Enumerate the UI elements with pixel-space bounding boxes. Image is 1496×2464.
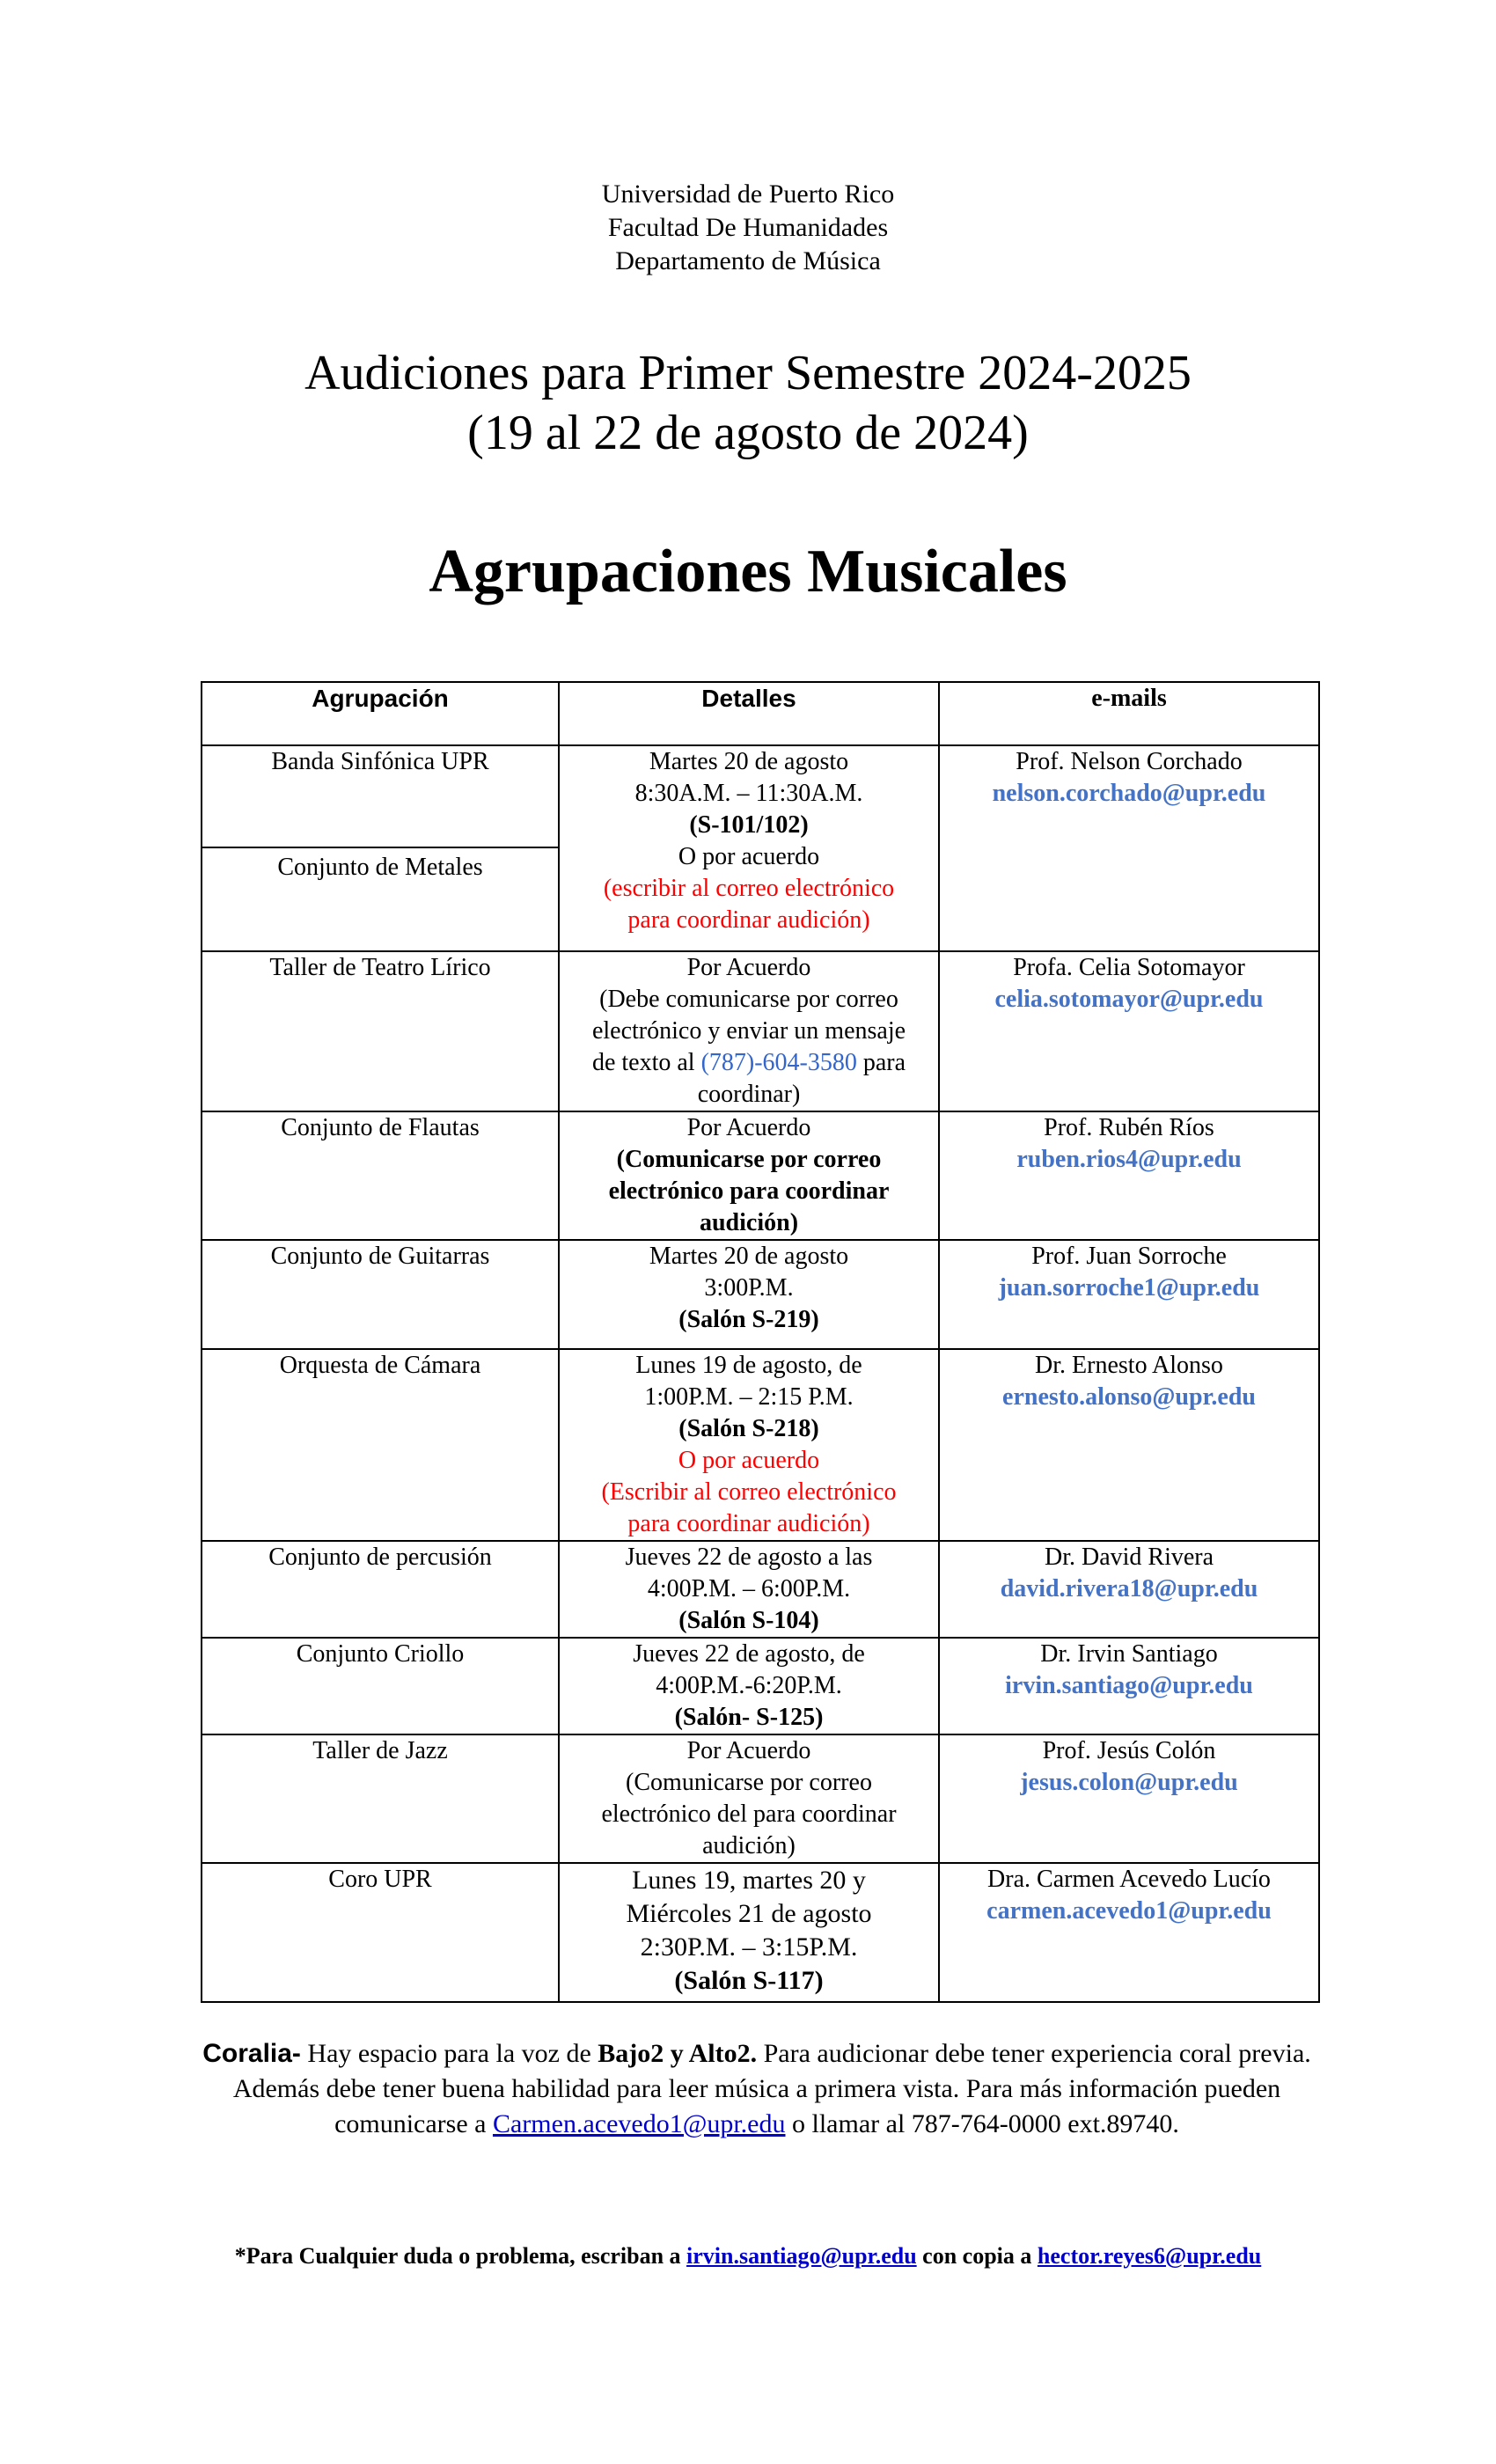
group-name: Conjunto de Guitarras xyxy=(202,1240,559,1349)
contact-name: Dr. Irvin Santiago xyxy=(1040,1640,1218,1668)
detail-line xyxy=(565,1047,933,1079)
contact-cell xyxy=(939,1541,1319,1638)
column-header-group: Agrupación xyxy=(202,682,559,745)
contact-email[interactable]: juan.sorroche1@upr.edu xyxy=(998,1274,1260,1302)
table-row xyxy=(202,1734,1319,1863)
department-name: Departamento de Música xyxy=(615,246,881,275)
title-line-1: Audiciones para Primer Semestre 2024-2025 xyxy=(304,346,1192,400)
detail-line: Por Acuerdo xyxy=(686,1737,811,1764)
contact-name: Dr. Ernesto Alonso xyxy=(1035,1352,1223,1379)
details-cell xyxy=(559,951,939,1111)
note-email-link[interactable]: hector.reyes6@upr.edu xyxy=(1037,2243,1262,2269)
detail-line: audición) xyxy=(702,1832,796,1859)
detail-line: electrónico y enviar un mensaje xyxy=(591,1017,906,1045)
contact-email[interactable]: jesus.colon@upr.edu xyxy=(1020,1769,1238,1796)
detail-line: Lunes 19, martes 20 y xyxy=(632,1866,866,1895)
detail-line: 1:00P.M. – 2:15 P.M. xyxy=(644,1383,854,1411)
detail-line: Miércoles 21 de agosto xyxy=(626,1899,872,1928)
detail-note: para coordinar audición) xyxy=(627,1510,870,1537)
contact-name: Profa. Celia Sotomayor xyxy=(1013,954,1245,981)
group-name: Conjunto de Metales xyxy=(202,847,559,951)
contact-name: Prof. Jesús Colón xyxy=(1042,1737,1216,1764)
table-row xyxy=(202,1240,1319,1349)
detail-line: 4:00P.M.-6:20P.M. xyxy=(656,1672,842,1699)
contact-cell xyxy=(939,1349,1319,1541)
detail-line: (Comunicarse por correo xyxy=(626,1769,872,1796)
contact-cell xyxy=(939,1638,1319,1734)
column-header-details: Detalles xyxy=(559,682,939,745)
detail-room: (S-101/102) xyxy=(689,811,809,839)
contact-email[interactable]: irvin.santiago@upr.edu xyxy=(1005,1672,1253,1699)
contact-email[interactable]: carmen.acevedo1@upr.edu xyxy=(986,1897,1272,1925)
contact-email[interactable]: ruben.rios4@upr.edu xyxy=(1016,1146,1242,1173)
details-cell xyxy=(559,745,939,951)
details-cell xyxy=(559,1863,939,2002)
group-name: Coro UPR xyxy=(202,1863,559,2002)
contact-email[interactable]: david.rivera18@upr.edu xyxy=(1000,1575,1258,1602)
table-row xyxy=(202,1111,1319,1240)
details-cell xyxy=(559,1541,939,1638)
contact-cell xyxy=(939,1863,1319,2002)
title-line-2: (19 al 22 de agosto de 2024) xyxy=(467,406,1029,460)
detail-room: (Salón- S-125) xyxy=(674,1704,824,1731)
contact-cell xyxy=(939,1240,1319,1349)
detail-room: (Salón S-104) xyxy=(678,1607,819,1634)
contact-cell xyxy=(939,1734,1319,1863)
detail-line: Jueves 22 de agosto, de xyxy=(633,1640,865,1668)
detail-line: Lunes 19 de agosto, de xyxy=(635,1352,862,1379)
detail-line: 8:30A.M. – 11:30A.M. xyxy=(634,780,863,807)
coralia-text: Hay espacio para la voz de xyxy=(300,2039,598,2068)
contact-email[interactable]: nelson.corchado@upr.edu xyxy=(992,780,1266,807)
contact-name: Prof. Nelson Corchado xyxy=(1016,748,1243,775)
coralia-label: Coralia- xyxy=(202,2039,301,2068)
detail-line: Por Acuerdo xyxy=(686,954,811,981)
details-cell xyxy=(559,1638,939,1734)
note-text: con copia a xyxy=(916,2243,1038,2269)
note-email-link[interactable]: irvin.santiago@upr.edu xyxy=(686,2243,917,2269)
group-name: Conjunto Criollo xyxy=(202,1638,559,1734)
contact-name: Dr. David Rivera xyxy=(1044,1544,1214,1571)
table-row xyxy=(202,745,1319,847)
table-row xyxy=(202,1541,1319,1638)
contact-cell xyxy=(939,745,1319,951)
detail-line: Por Acuerdo xyxy=(686,1114,811,1141)
detail-note: (escribir al correo electrónico xyxy=(603,875,895,902)
group-name: Taller de Jazz xyxy=(202,1734,559,1863)
group-name: Taller de Teatro Lírico xyxy=(202,951,559,1111)
details-cell xyxy=(559,1349,939,1541)
table-row xyxy=(202,1349,1319,1541)
coralia-email-link[interactable]: Carmen.acevedo1@upr.edu xyxy=(492,2109,786,2138)
page-heading: Agrupaciones Musicales xyxy=(429,538,1067,605)
contact-email[interactable]: ernesto.alonso@upr.edu xyxy=(1002,1383,1256,1411)
details-cell xyxy=(559,1240,939,1349)
coralia-voices: Bajo2 y Alto2. xyxy=(598,2039,758,2068)
table-row xyxy=(202,951,1319,1111)
detail-line: (Comunicarse por correo xyxy=(616,1146,882,1173)
detail-line: Jueves 22 de agosto a las xyxy=(625,1544,873,1571)
detail-note: O por acuerdo xyxy=(678,1447,820,1474)
detail-line: 4:00P.M. – 6:00P.M. xyxy=(647,1575,851,1602)
table-row xyxy=(202,1638,1319,1734)
table-row xyxy=(202,1863,1319,2002)
coralia-text: o llamar al 787-764-0000 ext.89740. xyxy=(785,2109,1179,2138)
detail-line: O por acuerdo xyxy=(678,843,820,870)
contact-cell xyxy=(939,1111,1319,1240)
detail-room: (Salón S-117) xyxy=(674,1966,824,1995)
detail-note: para coordinar audición) xyxy=(627,906,870,934)
detail-text: de texto al xyxy=(591,1049,695,1076)
detail-note: (Escribir al correo electrónico xyxy=(601,1478,897,1506)
document-title xyxy=(0,343,1496,463)
note-text: *Para Cualquier duda o problema, escriban a xyxy=(234,2243,687,2269)
details-cell xyxy=(559,1111,939,1240)
faculty-name: Facultad De Humanidades xyxy=(607,213,889,242)
contact-name: Prof. Rubén Ríos xyxy=(1044,1114,1214,1141)
group-name: Conjunto de Flautas xyxy=(202,1111,559,1240)
auditions-table xyxy=(201,681,1320,2003)
contact-email[interactable]: celia.sotomayor@upr.edu xyxy=(994,986,1264,1013)
group-name: Orquesta de Cámara xyxy=(202,1349,559,1541)
detail-line: 3:00P.M. xyxy=(704,1274,794,1302)
contact-name: Dra. Carmen Acevedo Lucío xyxy=(987,1866,1271,1893)
detail-text: para xyxy=(862,1049,906,1076)
table-header-row xyxy=(202,682,1319,745)
group-name: Banda Sinfónica UPR xyxy=(202,745,559,847)
details-cell xyxy=(559,1734,939,1863)
contact-cell xyxy=(939,951,1319,1111)
institution-header xyxy=(0,178,1496,278)
detail-line: electrónico para coordinar xyxy=(608,1177,890,1205)
detail-line: audición) xyxy=(699,1209,799,1236)
university-name: Universidad de Puerto Rico xyxy=(601,180,895,209)
detail-room: (Salón S-219) xyxy=(678,1306,819,1333)
group-name: Conjunto de percusión xyxy=(202,1541,559,1638)
phone-number[interactable]: (787)-604-3580 xyxy=(700,1049,857,1076)
detail-line: electrónico del para coordinar xyxy=(601,1800,897,1828)
detail-line: 2:30P.M. – 3:15P.M. xyxy=(640,1932,858,1962)
detail-room: (Salón S-218) xyxy=(678,1415,819,1442)
detail-line: (Debe comunicarse por correo xyxy=(599,986,898,1013)
detail-line: Martes 20 de agosto xyxy=(649,748,849,775)
column-header-emails: e-mails xyxy=(939,682,1319,745)
coralia-text: Para audicionar debe tener experiencia coral previa. Además debe tener buena habilidad para leer música a primera vista. Para más información pueden comunicarse a xyxy=(232,2039,1311,2138)
detail-line: Martes 20 de agosto xyxy=(649,1243,849,1270)
contact-note xyxy=(0,2242,1496,2270)
coralia-paragraph xyxy=(185,2036,1329,2142)
detail-line: coordinar) xyxy=(697,1081,801,1108)
contact-name: Prof. Juan Sorroche xyxy=(1031,1243,1227,1270)
